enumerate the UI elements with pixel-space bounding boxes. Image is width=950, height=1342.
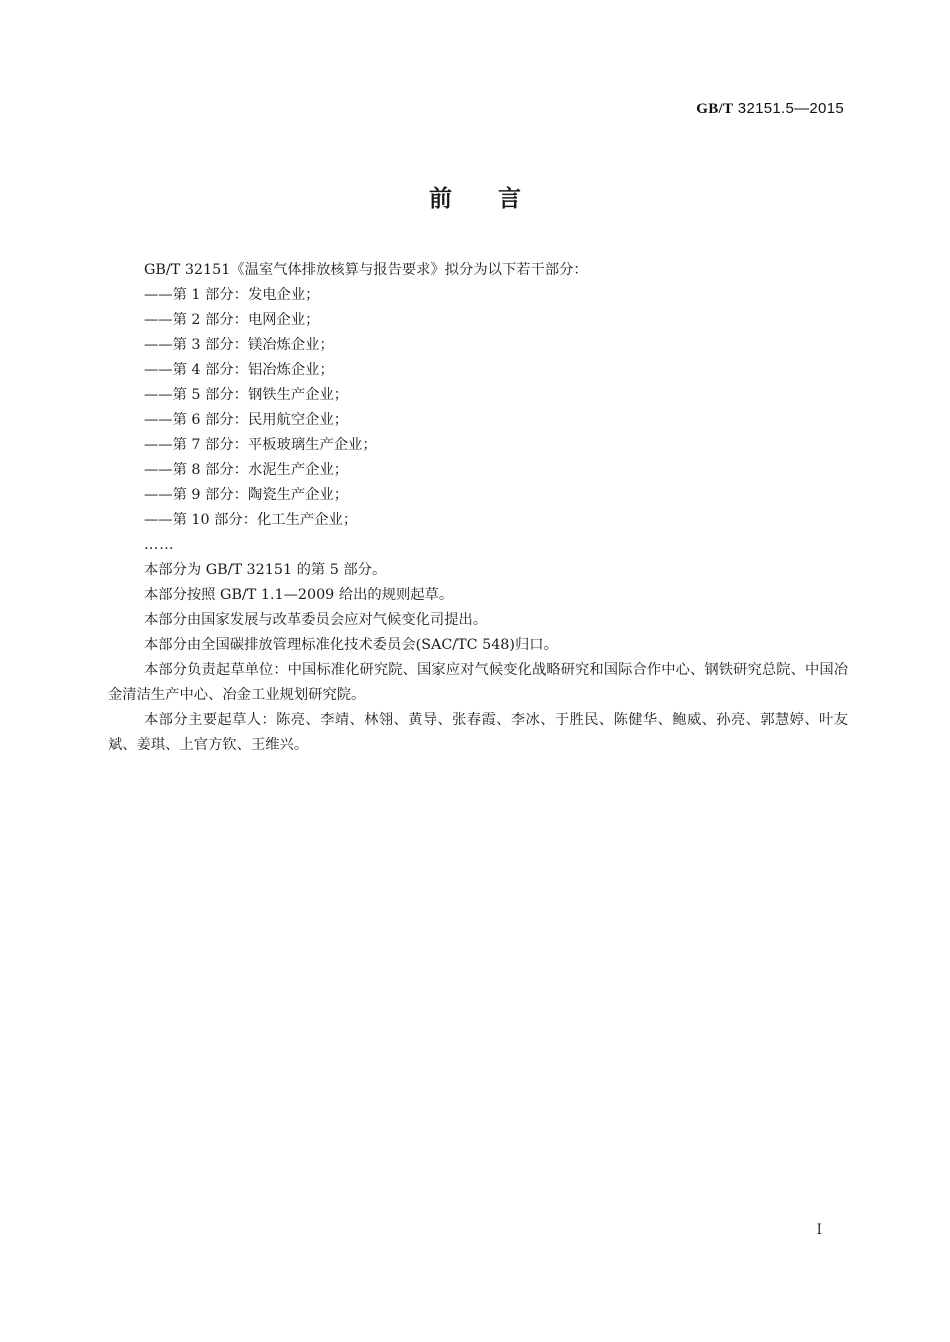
standard-code-prefix: GB/T bbox=[696, 101, 734, 117]
paragraph-proposer: 本部分由国家发展与改革委员会应对气候变化司提出。 bbox=[144, 612, 488, 628]
part-list-item: ——第 7 部分：平板玻璃生产企业； bbox=[144, 437, 377, 453]
part-list-item: ——第 1 部分：发电企业； bbox=[144, 287, 320, 303]
part-list-item: ——第 10 部分：化工生产企业； bbox=[144, 512, 358, 528]
part-list-item: ——第 6 部分：民用航空企业； bbox=[144, 412, 349, 428]
title-char-2: 言 bbox=[498, 186, 521, 212]
standard-code bbox=[696, 100, 844, 118]
part-list-item: ——第 2 部分：电网企业； bbox=[144, 312, 320, 328]
page-number: I bbox=[816, 1222, 822, 1238]
part-list-item: ——第 8 部分：水泥生产企业； bbox=[144, 462, 349, 478]
intro-paragraph: GB/T 32151《温室气体排放核算与报告要求》拟分为以下若干部分： bbox=[144, 262, 588, 278]
part-list-item: ——第 3 部分：镁冶炼企业； bbox=[144, 337, 334, 353]
part-list-item: ——第 5 部分：钢铁生产企业； bbox=[144, 387, 349, 403]
page-title bbox=[0, 180, 950, 213]
title-char-1: 前 bbox=[429, 186, 452, 212]
foreword-body bbox=[108, 258, 848, 758]
paragraph-drafters: 本部分主要起草人：陈亮、李靖、林翎、黄导、张春霞、李冰、于胜民、陈健华、鲍威、孙亮、郭慧婷、叶友斌、姜琪、上官方钦、王维兴。 bbox=[108, 712, 848, 753]
standard-code-number: 32151.5—2015 bbox=[737, 100, 844, 117]
paragraph-part-number: 本部分为 GB/T 32151 的第 5 部分。 bbox=[144, 562, 387, 578]
paragraph-drafting-rules: 本部分按照 GB/T 1.1—2009 给出的规则起草。 bbox=[144, 587, 454, 603]
paragraph-committee: 本部分由全国碳排放管理标准化技术委员会(SAC/TC 548)归口。 bbox=[144, 637, 558, 653]
paragraph-drafting-units: 本部分负责起草单位：中国标准化研究院、国家应对气候变化战略研究和国际合作中心、钢铁研究总院、中国冶金清洁生产中心、冶金工业规划研究院。 bbox=[108, 662, 848, 703]
list-ellipsis: …… bbox=[144, 537, 175, 553]
part-list-item: ——第 9 部分：陶瓷生产企业； bbox=[144, 487, 349, 503]
part-list-item: ——第 4 部分：铝冶炼企业； bbox=[144, 362, 334, 378]
